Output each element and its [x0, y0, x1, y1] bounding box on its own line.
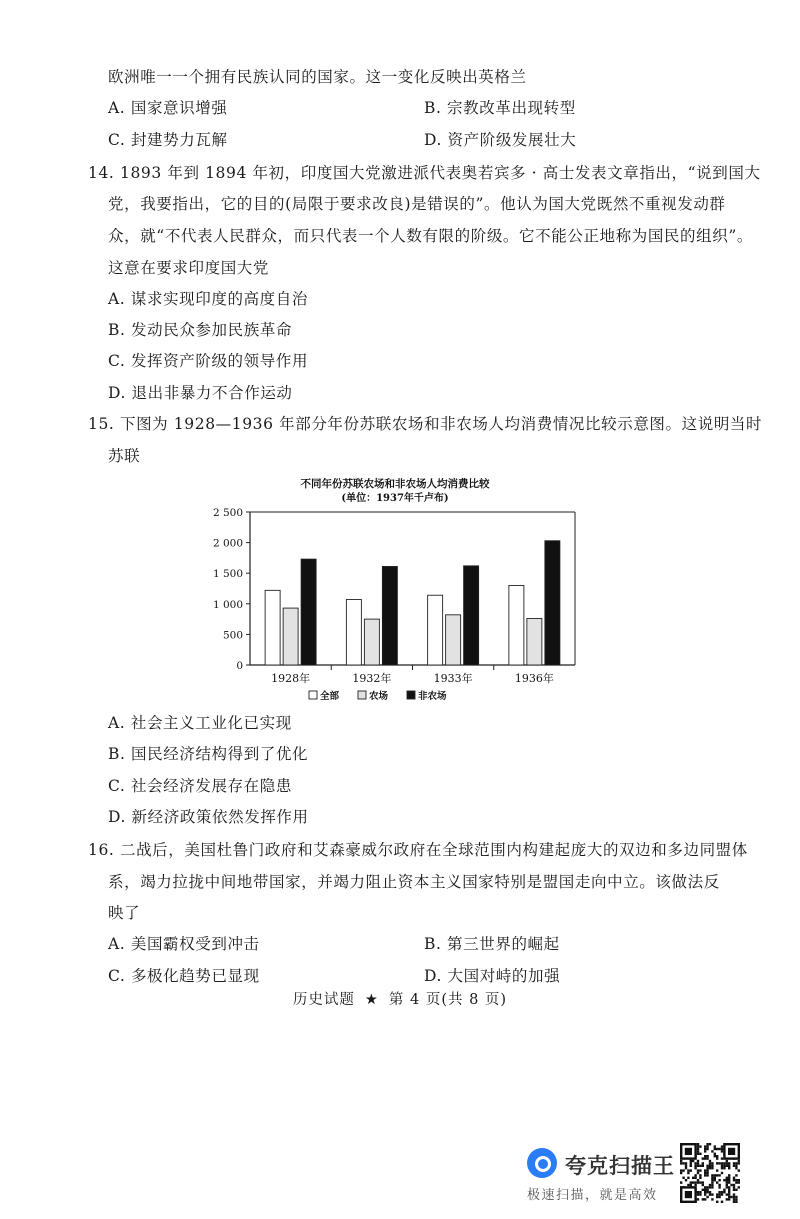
q15-option-c: C. 社会经济发展存在隐患 — [108, 777, 292, 795]
bar-非农场-1936年 — [545, 541, 560, 665]
legend-label-农场: 农场 — [369, 691, 389, 702]
y-tick-label: 500 — [222, 629, 243, 642]
q16-stem-line-2: 系，竭力拉拢中间地带国家，并竭力阻止资本主义国家特别是盟国走向中立。该做法反 — [108, 873, 720, 891]
q13-option-c: C. 封建势力瓦解 — [108, 131, 228, 149]
q14-option-d: D. 退出非暴力不合作运动 — [108, 384, 293, 402]
q13-option-b: B. 宗教改革出现转型 — [424, 99, 576, 117]
chart-title: 不同年份苏联农场和非农场人均消费比较 — [300, 478, 490, 490]
legend-label-非农场: 非农场 — [418, 691, 447, 702]
q13-stem-end: 欧洲唯一一个拥有民族认同的国家。这一变化反映出英格兰 — [108, 68, 527, 86]
x-tick-label: 1932年 — [352, 672, 392, 685]
bar-全部-1933年 — [428, 595, 443, 665]
bar-农场-1928年 — [283, 608, 298, 665]
q15-option-d: D. 新经济政策依然发挥作用 — [108, 808, 309, 826]
bar-全部-1928年 — [265, 590, 280, 665]
q14-option-a: A. 谋求实现印度的高度自治 — [108, 290, 308, 308]
legend-label-全部: 全部 — [320, 691, 340, 702]
watermark-tagline: 极速扫描，就是高效 — [527, 1188, 658, 1203]
scanner-watermark — [527, 1148, 677, 1204]
q14-stem-line-3: 众，就“不代表人民群众，而只代表一个人数有限的阶级。它不能公正地称为国民的组织”。 — [108, 227, 753, 245]
bar-非农场-1928年 — [301, 559, 316, 665]
q13-option-d: D. 资产阶级发展壮大 — [424, 131, 577, 149]
watermark-brand: 夸克扫描王 — [565, 1154, 675, 1178]
y-tick-label: 2 000 — [212, 537, 243, 550]
q16-option-c: C. 多极化趋势已显现 — [108, 967, 260, 985]
bar-农场-1932年 — [364, 619, 379, 665]
q16-option-a: A. 美国霸权受到冲击 — [108, 935, 260, 953]
qr-code-icon — [680, 1142, 740, 1204]
bar-农场-1936年 — [527, 618, 542, 665]
bar-农场-1933年 — [446, 615, 461, 665]
q16-stem-line-3: 映了 — [108, 904, 141, 922]
page-footer — [0, 988, 800, 1009]
legend-swatch-非农场 — [407, 691, 415, 699]
y-tick-label: 0 — [236, 660, 243, 672]
footer-subject: 历史试题 — [292, 992, 355, 1008]
q15-stem-line-2: 苏联 — [108, 447, 141, 465]
bar-非农场-1932年 — [382, 566, 397, 665]
q13-option-a: A. 国家意识增强 — [108, 99, 228, 117]
q14-option-b: B. 发动民众参加民族革命 — [108, 321, 293, 339]
q14-stem-line-2: 党，我要指出，它的目的(局限于要求改良)是错误的”。他认为国大党既然不重视发动群 — [108, 195, 726, 213]
y-tick-label: 1 000 — [212, 598, 243, 611]
bar-全部-1932年 — [346, 600, 361, 665]
y-tick-label: 1 500 — [212, 568, 243, 581]
q15-option-b: B. 国民经济结构得到了优化 — [108, 745, 309, 763]
q16-stem-line-1: 16. 二战后，美国杜鲁门政府和艾森豪威尔政府在全球范围内构建起庞大的双边和多边同盟体 — [88, 841, 748, 859]
x-tick-label: 1936年 — [514, 672, 554, 685]
q15-stem-line-1: 15. 下图为 1928—1936 年部分年份苏联农场和非农场人均消费情况比较示意图。这说明当时 — [88, 415, 763, 433]
y-tick-label: 2 500 — [212, 507, 243, 519]
q16-option-d: D. 大国对峙的加强 — [424, 967, 561, 985]
legend-swatch-全部 — [309, 691, 317, 699]
bar-全部-1936年 — [509, 585, 524, 665]
x-tick-label: 1933年 — [433, 672, 473, 685]
q16-option-b: B. 第三世界的崛起 — [424, 935, 560, 953]
consumption-chart-svg — [205, 476, 585, 706]
legend-swatch-农场 — [358, 691, 366, 699]
q14-stem-line-1: 14. 1893 年到 1894 年初，印度国大党激进派代表奥若宾多 · 高士发表文章指出，“说到国大 — [88, 164, 761, 182]
chart-subtitle: (单位：1937年千卢布) — [341, 493, 449, 504]
q14-stem-line-4: 这意在要求印度国大党 — [108, 259, 270, 277]
q14-option-c: C. 发挥资产阶级的领导作用 — [108, 352, 309, 370]
footer-page: 第 4 页(共 8 页) — [388, 992, 508, 1008]
consumption-chart — [205, 476, 585, 706]
bar-非农场-1933年 — [464, 566, 479, 665]
x-tick-label: 1928年 — [271, 672, 311, 685]
star-icon: ★ — [364, 992, 379, 1008]
q15-option-a: A. 社会主义工业化已实现 — [108, 714, 292, 732]
quark-logo-icon — [527, 1148, 557, 1178]
